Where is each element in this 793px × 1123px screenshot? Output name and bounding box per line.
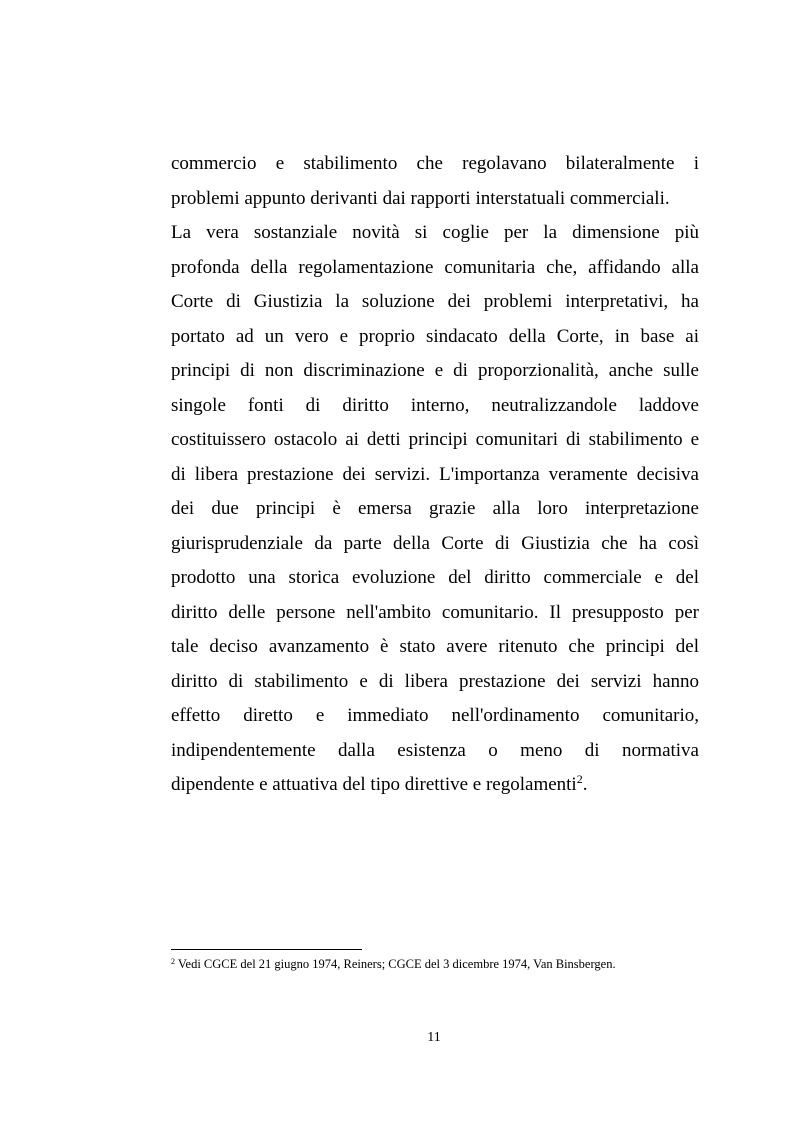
- text-line-19-content: dipendente e attuativa del tipo direttive e regolamenti: [171, 774, 577, 795]
- text-line-8: singole fonti di diritto interno, neutralizzandole laddove: [171, 394, 699, 416]
- text-line-15: tale deciso avanzamento è stato avere ritenuto che principi del: [171, 636, 699, 657]
- text-line-4: profonda della regolamentazione comunitaria che, affidando alla: [171, 256, 699, 278]
- body-paragraph: [171, 147, 699, 803]
- text-line-17: effetto diretto e immediato nell'ordinamento comunitario,: [171, 705, 699, 726]
- footnote-separator: [171, 949, 362, 950]
- footnote-reference[interactable]: 2: [576, 772, 583, 786]
- text-line-9: costituissero ostacolo ai detti principi comunitari di stabilimento e: [171, 429, 699, 450]
- text-line-11: dei due principi è emersa grazie alla loro interpretazione: [171, 498, 699, 519]
- footnote: [171, 956, 711, 972]
- page-number: 11: [427, 1030, 441, 1045]
- text-line-12: giurisprudenziale da parte della Corte di Giustizia che ha così: [171, 532, 699, 554]
- footnote-marker: 2: [171, 957, 175, 966]
- text-line-14: diritto delle persone nell'ambito comunitario. Il presupposto per: [171, 601, 699, 623]
- text-line-16: diritto di stabilimento e di libera prestazione dei servizi hanno: [171, 670, 699, 692]
- text-line-2: problemi appunto derivanti dai rapporti interstatuali commerciali.: [171, 187, 670, 209]
- text-line-1: commercio e stabilimento che regolavano bilateralmente i: [171, 153, 699, 174]
- text-line-5: Corte di Giustizia la soluzione dei problemi interpretativi, ha: [171, 291, 699, 312]
- text-line-7: principi di non discriminazione e di proporzionalità, anche sulle: [171, 360, 699, 381]
- text-line-3: La vera sostanziale novità si coglie per la dimensione più: [171, 222, 699, 243]
- text-line-10: di libera prestazione dei servizi. L'importanza veramente decisiva: [171, 463, 699, 485]
- text-line-18: indipendentemente dalla esistenza o meno di normativa: [171, 739, 699, 761]
- final-period: .: [582, 774, 588, 795]
- text-line-13: prodotto una storica evoluzione del diritto commerciale e del: [171, 567, 699, 588]
- text-line-19: [171, 768, 699, 803]
- footnote-text: Vedi CGCE del 21 giugno 1974, Reiners; CGCE del 3 dicembre 1974, Van Binsbergen.: [175, 957, 616, 971]
- text-line-6: portato ad un vero e proprio sindacato della Corte, in base ai: [171, 325, 699, 347]
